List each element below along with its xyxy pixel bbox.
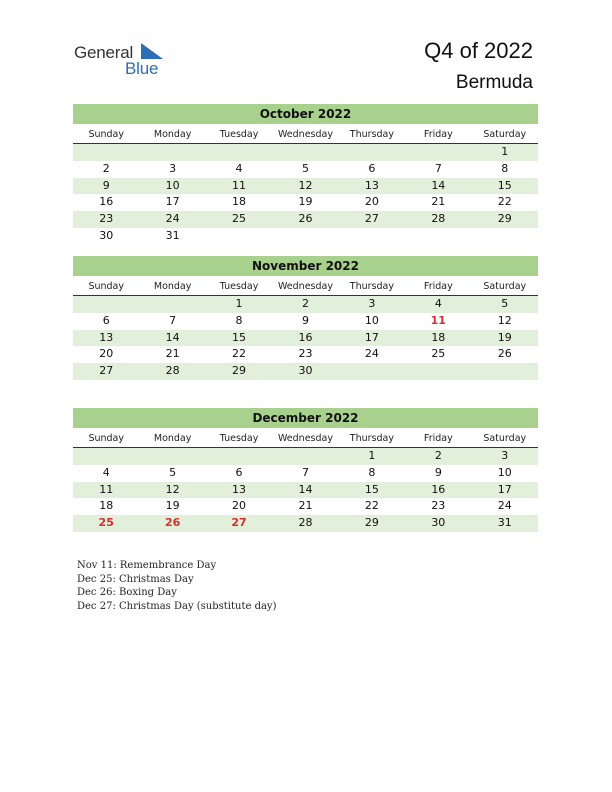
day-cell: 8 [368, 465, 376, 479]
weekday-header-row [73, 430, 538, 448]
day-cell: 11 [430, 313, 446, 327]
day-cell: 16 [99, 195, 114, 209]
day-cell: 15 [232, 330, 247, 344]
region-name: Bermuda [455, 72, 533, 93]
day-cell: 28 [431, 212, 446, 226]
day-cell: 16 [298, 330, 313, 344]
day-cell: 4 [235, 161, 243, 175]
day-cell: 24 [165, 212, 180, 226]
day-cell: 25 [98, 516, 114, 530]
day-cell: 29 [497, 212, 512, 226]
day-cell: 13 [99, 330, 114, 344]
day-cell: 16 [431, 482, 446, 496]
weekday-label: Friday [423, 129, 453, 140]
day-cell: 19 [298, 195, 313, 209]
week-row [73, 448, 538, 465]
empty-day-cell [339, 363, 405, 380]
day-cell: 14 [298, 482, 313, 496]
day-cell: 11 [99, 482, 114, 496]
day-cell: 2 [434, 449, 442, 462]
empty-day-cell [405, 144, 471, 161]
holiday-note: Nov 11: Remembrance Day [77, 560, 217, 571]
day-cell: 20 [232, 499, 247, 513]
logo-text-general: General [74, 43, 134, 62]
logo-triangle-icon [141, 43, 163, 59]
day-cell: 3 [501, 449, 509, 462]
weekday-label: Sunday [88, 433, 124, 444]
day-cell: 20 [364, 195, 379, 209]
day-cell: 31 [497, 516, 512, 530]
day-cell: 6 [235, 465, 243, 479]
day-cell: 28 [298, 516, 313, 530]
weekday-label: Sunday [88, 129, 124, 140]
day-cell: 8 [235, 313, 243, 327]
day-cell: 2 [301, 297, 309, 310]
day-cell: 10 [165, 178, 180, 192]
month-weeks [73, 144, 538, 245]
weekday-label: Tuesday [219, 281, 259, 292]
day-cell: 26 [298, 212, 313, 226]
month-header: November 2022 [73, 256, 538, 276]
week-row [73, 194, 538, 211]
weekday-label: Thursday [349, 129, 394, 140]
weekday-label: Tuesday [219, 433, 259, 444]
day-cell: 2 [102, 161, 110, 175]
day-cell: 1 [235, 297, 243, 310]
day-cell: 14 [431, 178, 446, 192]
weekday-label: Thursday [349, 281, 394, 292]
empty-day-cell [139, 448, 205, 465]
empty-day-cell [472, 363, 538, 380]
day-cell: 9 [102, 178, 110, 192]
weekday-label: Saturday [483, 433, 527, 444]
day-cell: 22 [497, 195, 512, 209]
week-row [73, 465, 538, 482]
empty-day-cell [139, 296, 205, 313]
month-header: December 2022 [73, 408, 538, 428]
holiday-note: Dec 27: Christmas Day (substitute day) [77, 600, 277, 612]
holiday-note: Dec 25: Christmas Day [77, 573, 194, 585]
weekday-label: Wednesday [277, 433, 333, 444]
day-cell: 3 [169, 161, 177, 175]
week-row [73, 161, 538, 178]
weekday-label: Tuesday [219, 129, 259, 140]
day-cell: 26 [497, 347, 512, 361]
day-cell: 28 [165, 364, 180, 378]
day-cell: 9 [301, 313, 309, 327]
empty-day-cell [272, 144, 338, 161]
day-cell: 29 [232, 364, 247, 378]
month-weeks [73, 296, 538, 380]
week-row [73, 346, 538, 363]
weekday-label: Monday [153, 129, 192, 140]
day-cell: 19 [497, 330, 512, 344]
day-cell: 23 [431, 499, 446, 513]
holiday-note: Dec 26: Boxing Day [77, 587, 177, 598]
day-cell: 25 [431, 347, 446, 361]
day-cell: 17 [497, 482, 512, 496]
day-cell: 18 [99, 499, 114, 513]
empty-day-cell [73, 296, 139, 313]
day-cell: 12 [497, 313, 512, 327]
week-row [73, 515, 538, 532]
day-cell: 20 [99, 347, 114, 361]
week-row [73, 313, 538, 330]
day-cell: 23 [99, 212, 114, 226]
month-weeks [73, 448, 538, 532]
day-cell: 7 [301, 465, 309, 479]
weekday-label: Monday [153, 433, 192, 444]
day-cell: 21 [298, 499, 313, 513]
day-cell: 24 [364, 347, 379, 361]
month-calendar-november [73, 256, 538, 380]
day-cell: 8 [501, 161, 509, 175]
day-cell: 4 [102, 465, 110, 479]
day-cell: 1 [368, 449, 376, 462]
day-cell: 17 [364, 330, 379, 344]
day-cell: 30 [431, 516, 446, 530]
day-cell: 12 [298, 178, 313, 192]
day-cell: 23 [298, 347, 313, 361]
day-cell: 10 [497, 465, 512, 479]
day-cell: 5 [501, 297, 509, 310]
day-cell: 22 [232, 347, 247, 361]
week-row [73, 178, 538, 195]
weekday-label: Sunday [88, 281, 124, 292]
day-cell: 6 [102, 313, 110, 327]
week-row [73, 296, 538, 313]
day-cell: 21 [431, 195, 446, 209]
day-cell: 14 [165, 330, 180, 344]
week-row [73, 144, 538, 161]
weekday-label: Wednesday [277, 281, 333, 292]
day-cell: 21 [165, 347, 180, 361]
day-cell: 29 [364, 516, 379, 530]
weekday-label: Friday [423, 281, 453, 292]
day-cell: 4 [434, 297, 442, 310]
page-title: Q4 of 2022 [424, 38, 533, 63]
day-cell: 13 [364, 178, 379, 192]
month-calendar-october [73, 104, 538, 245]
day-cell: 27 [364, 212, 379, 226]
weekday-label: Thursday [349, 433, 394, 444]
logo-text-blue: Blue [125, 59, 159, 78]
day-cell: 31 [165, 228, 180, 242]
day-cell: 9 [434, 465, 442, 479]
week-row [73, 228, 538, 245]
day-cell: 15 [364, 482, 379, 496]
weekday-label: Saturday [483, 129, 527, 140]
empty-day-cell [472, 228, 538, 245]
empty-day-cell [206, 228, 272, 245]
day-cell: 7 [169, 313, 177, 327]
weekday-header-row [73, 126, 538, 144]
empty-day-cell [405, 228, 471, 245]
empty-day-cell [139, 144, 205, 161]
day-cell: 30 [298, 364, 313, 378]
week-row [73, 482, 538, 499]
empty-day-cell [339, 228, 405, 245]
day-cell: 17 [165, 195, 180, 209]
day-cell: 1 [501, 145, 509, 158]
brand-logo [74, 40, 184, 80]
day-cell: 22 [364, 499, 379, 513]
day-cell: 18 [431, 330, 446, 344]
weekday-label: Wednesday [277, 129, 333, 140]
week-row [73, 211, 538, 228]
empty-day-cell [405, 363, 471, 380]
empty-day-cell [272, 448, 338, 465]
empty-day-cell [73, 448, 139, 465]
week-row [73, 498, 538, 515]
day-cell: 12 [165, 482, 180, 496]
day-cell: 30 [99, 228, 114, 242]
month-header: October 2022 [73, 104, 538, 124]
weekday-label: Friday [423, 433, 453, 444]
empty-day-cell [272, 228, 338, 245]
empty-day-cell [339, 144, 405, 161]
day-cell: 3 [368, 297, 376, 310]
week-row [73, 363, 538, 380]
empty-day-cell [73, 144, 139, 161]
empty-day-cell [206, 144, 272, 161]
week-row [73, 330, 538, 347]
empty-day-cell [206, 448, 272, 465]
day-cell: 13 [232, 482, 247, 496]
day-cell: 26 [164, 516, 181, 530]
day-cell: 5 [301, 161, 309, 175]
day-cell: 5 [169, 465, 177, 479]
day-cell: 19 [165, 499, 180, 513]
day-cell: 10 [364, 313, 379, 327]
day-cell: 27 [231, 516, 247, 530]
day-cell: 27 [99, 364, 114, 378]
day-cell: 24 [497, 499, 512, 513]
day-cell: 15 [497, 178, 512, 192]
day-cell: 11 [232, 178, 247, 192]
holiday-notes [77, 559, 276, 613]
day-cell: 18 [232, 195, 247, 209]
weekday-label: Monday [153, 281, 192, 292]
day-cell: 25 [232, 212, 247, 226]
day-cell: 6 [368, 161, 376, 175]
weekday-header-row [73, 278, 538, 296]
weekday-label: Saturday [483, 281, 527, 292]
day-cell: 7 [434, 161, 442, 175]
month-calendar-december [73, 408, 538, 532]
